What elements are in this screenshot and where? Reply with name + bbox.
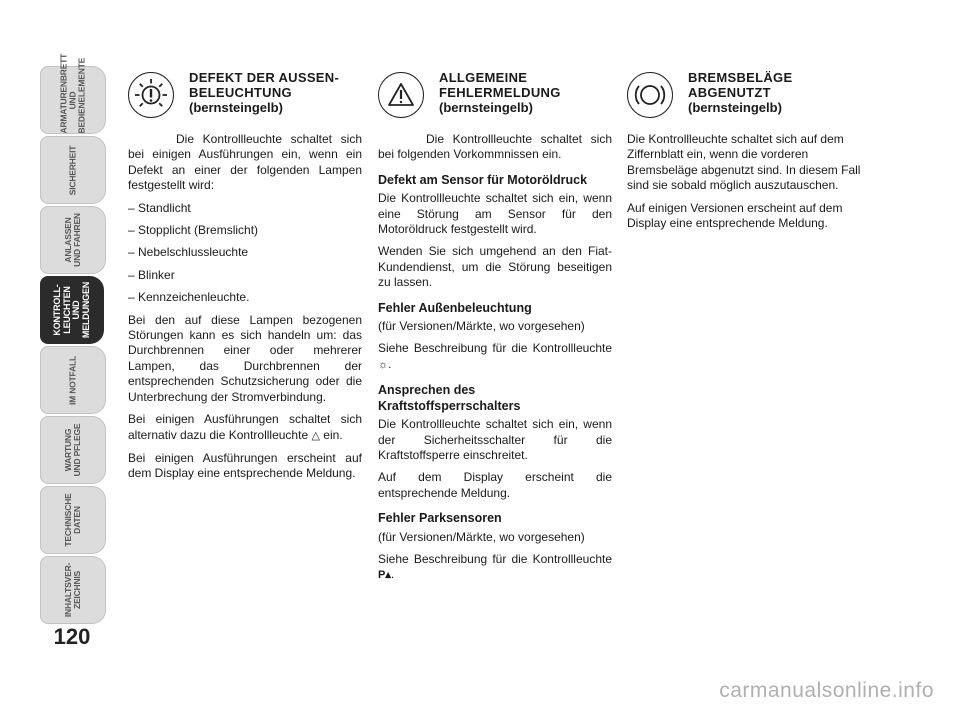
light-bulb-icon: ☼ — [378, 358, 389, 371]
section-subtitle: (bernsteingelb) — [189, 100, 283, 115]
title-line: BREMSBELÄGE — [688, 70, 793, 85]
tab-technische-daten[interactable] — [40, 486, 106, 554]
tab-sicherheit[interactable] — [40, 136, 106, 204]
list-item: – Standlicht — [128, 200, 191, 215]
text: Siehe Beschreibung für die Kontrollleuchte — [378, 551, 612, 566]
subheading: Ansprechen des Kraftstoffsperrschalters — [378, 383, 521, 413]
tab-kontrollleuchten-und-meldungen[interactable] — [40, 276, 104, 344]
page-number: 120 — [53, 624, 91, 649]
paragraph: Bei einigen Ausführungen erscheint auf dem Display eine entsprechende Meldung. — [128, 450, 362, 481]
list-item: – Blinker — [128, 267, 175, 282]
tab-label: ANLASSEN UND FAHREN — [63, 213, 82, 267]
tab-label: SICHERHEIT — [67, 145, 78, 195]
paragraph: Auf dem Display erscheint die entsprechende Meldung. — [378, 470, 612, 500]
paragraph: Siehe Beschreibung für die Kontrollleuchte ☼. — [378, 341, 612, 373]
paragraph: Wenden Sie sich umgehend an den Fiat-Kundendienst, um die Störung beseitigen zu lassen. — [378, 244, 612, 290]
tab-inhaltsverzeichnis[interactable] — [40, 556, 106, 624]
section-header — [378, 70, 612, 128]
section-title — [189, 70, 364, 115]
paragraph: (für Versionen/Märkte, wo vorgesehen) — [378, 319, 585, 334]
paragraph: (für Versionen/Märkte, wo vorgesehen) — [378, 529, 585, 544]
tab-im-notfall[interactable] — [40, 346, 106, 414]
tab-wartung-und-pflege[interactable] — [40, 416, 106, 484]
paragraph: Die Kontrollleuchte schaltet sich ein, wenn eine Störung am Sensor für den Motoröldruck festgestellt wird. — [378, 191, 612, 237]
title-line: BELEUCHTUNG — [189, 85, 292, 100]
section-title — [688, 70, 863, 115]
subheading: Defekt am Sensor für Motoröldruck — [378, 172, 588, 187]
section-exterior-light-fault — [128, 70, 362, 489]
section-header — [627, 70, 861, 128]
title-line: FEHLERMELDUNG — [439, 85, 561, 100]
section-subtitle: (bernsteingelb) — [688, 100, 782, 115]
park-sensor-icon: P▴ — [378, 569, 391, 582]
exterior-light-fault-icon — [128, 72, 174, 118]
tab-label: TECHNISCHE DATEN — [63, 493, 82, 547]
subheading: Fehler Parksensoren — [378, 511, 502, 526]
section-subtitle: (bernsteingelb) — [439, 100, 533, 115]
text: ein. — [323, 427, 343, 442]
tab-label: WARTUNG UND PFLEGE — [63, 423, 82, 477]
section-title — [439, 70, 614, 115]
text: Bei einigen Ausführungen schaltet sich alternativ dazu die Kontrollleuchte — [128, 412, 362, 442]
list-item: – Stopplicht (Bremslicht) — [128, 223, 259, 238]
section-general-fault — [378, 70, 612, 591]
paragraph: Siehe Beschreibung für die Kontrollleuchte P▴. — [378, 552, 612, 584]
title-line: ABGENUTZT — [688, 85, 771, 100]
brake-pad-wear-icon — [627, 72, 673, 118]
paragraph: Bei den auf diese Lampen bezogenen Störungen kann es sich handeln um: das Durchbrennen einer oder mehrerer Lampen, das Durchbrennen der entsprechenden Schutzsicherung oder die Unterbrechung der Stromverbindung. — [128, 312, 362, 404]
warning-triangle-icon: △ — [311, 429, 320, 442]
paragraph: Die Kontrollleuchte schaltet sich auf dem Ziffernblatt ein, wenn die vorderen Bremsbeläge abgenutzt sind. In diesem Fall sind sie sobald möglich auszutauschen. — [627, 132, 861, 193]
tab-anlassen-und-fahren[interactable] — [40, 206, 106, 274]
paragraph: Die Kontrollleuchte schaltet sich bei einigen Ausführungen ein, wenn ein Defekt an einer der folgenden Lampen festgestellt wird: — [128, 132, 362, 193]
tab-label: IM NOTFALL — [67, 355, 78, 405]
tab-label: ARMATURENBRETT UND BEDIENELEMENTE — [58, 53, 87, 133]
subheading: Fehler Außenbeleuchtung — [378, 300, 532, 315]
paragraph: Die Kontrollleuchte schaltet sich ein, wenn der Sicherheitsschalter für die Kraftstoffsperre einschreitet. — [378, 417, 612, 462]
text: Siehe Beschreibung für die Kontrollleuchte — [378, 341, 612, 356]
watermark: carmanualsonline.info — [719, 679, 934, 702]
title-line: DEFEKT DER AUSSEN- — [189, 70, 340, 85]
warning-triangle-icon — [378, 72, 424, 118]
list-item: – Nebelschlussleuchte — [128, 245, 249, 260]
tab-label: INHALTSVER- ZEICHNIS — [63, 562, 82, 618]
tab-armaturenbrett[interactable] — [40, 53, 106, 134]
paragraph — [128, 412, 362, 444]
tab-label: KONTROLL- LEUCHTEN UND MELDUNGEN — [52, 281, 91, 339]
section-brake-pads-worn — [627, 70, 861, 238]
section-header — [128, 70, 362, 128]
paragraph: Die Kontrollleuchte schaltet sich bei folgenden Vorkommnissen ein. — [378, 132, 612, 162]
paragraph: Auf einigen Versionen erscheint auf dem Display eine entsprechende Meldung. — [627, 200, 843, 231]
list-item: – Kennzeichenleuchte. — [128, 290, 250, 305]
title-line: ALLGEMEINE — [439, 70, 528, 85]
